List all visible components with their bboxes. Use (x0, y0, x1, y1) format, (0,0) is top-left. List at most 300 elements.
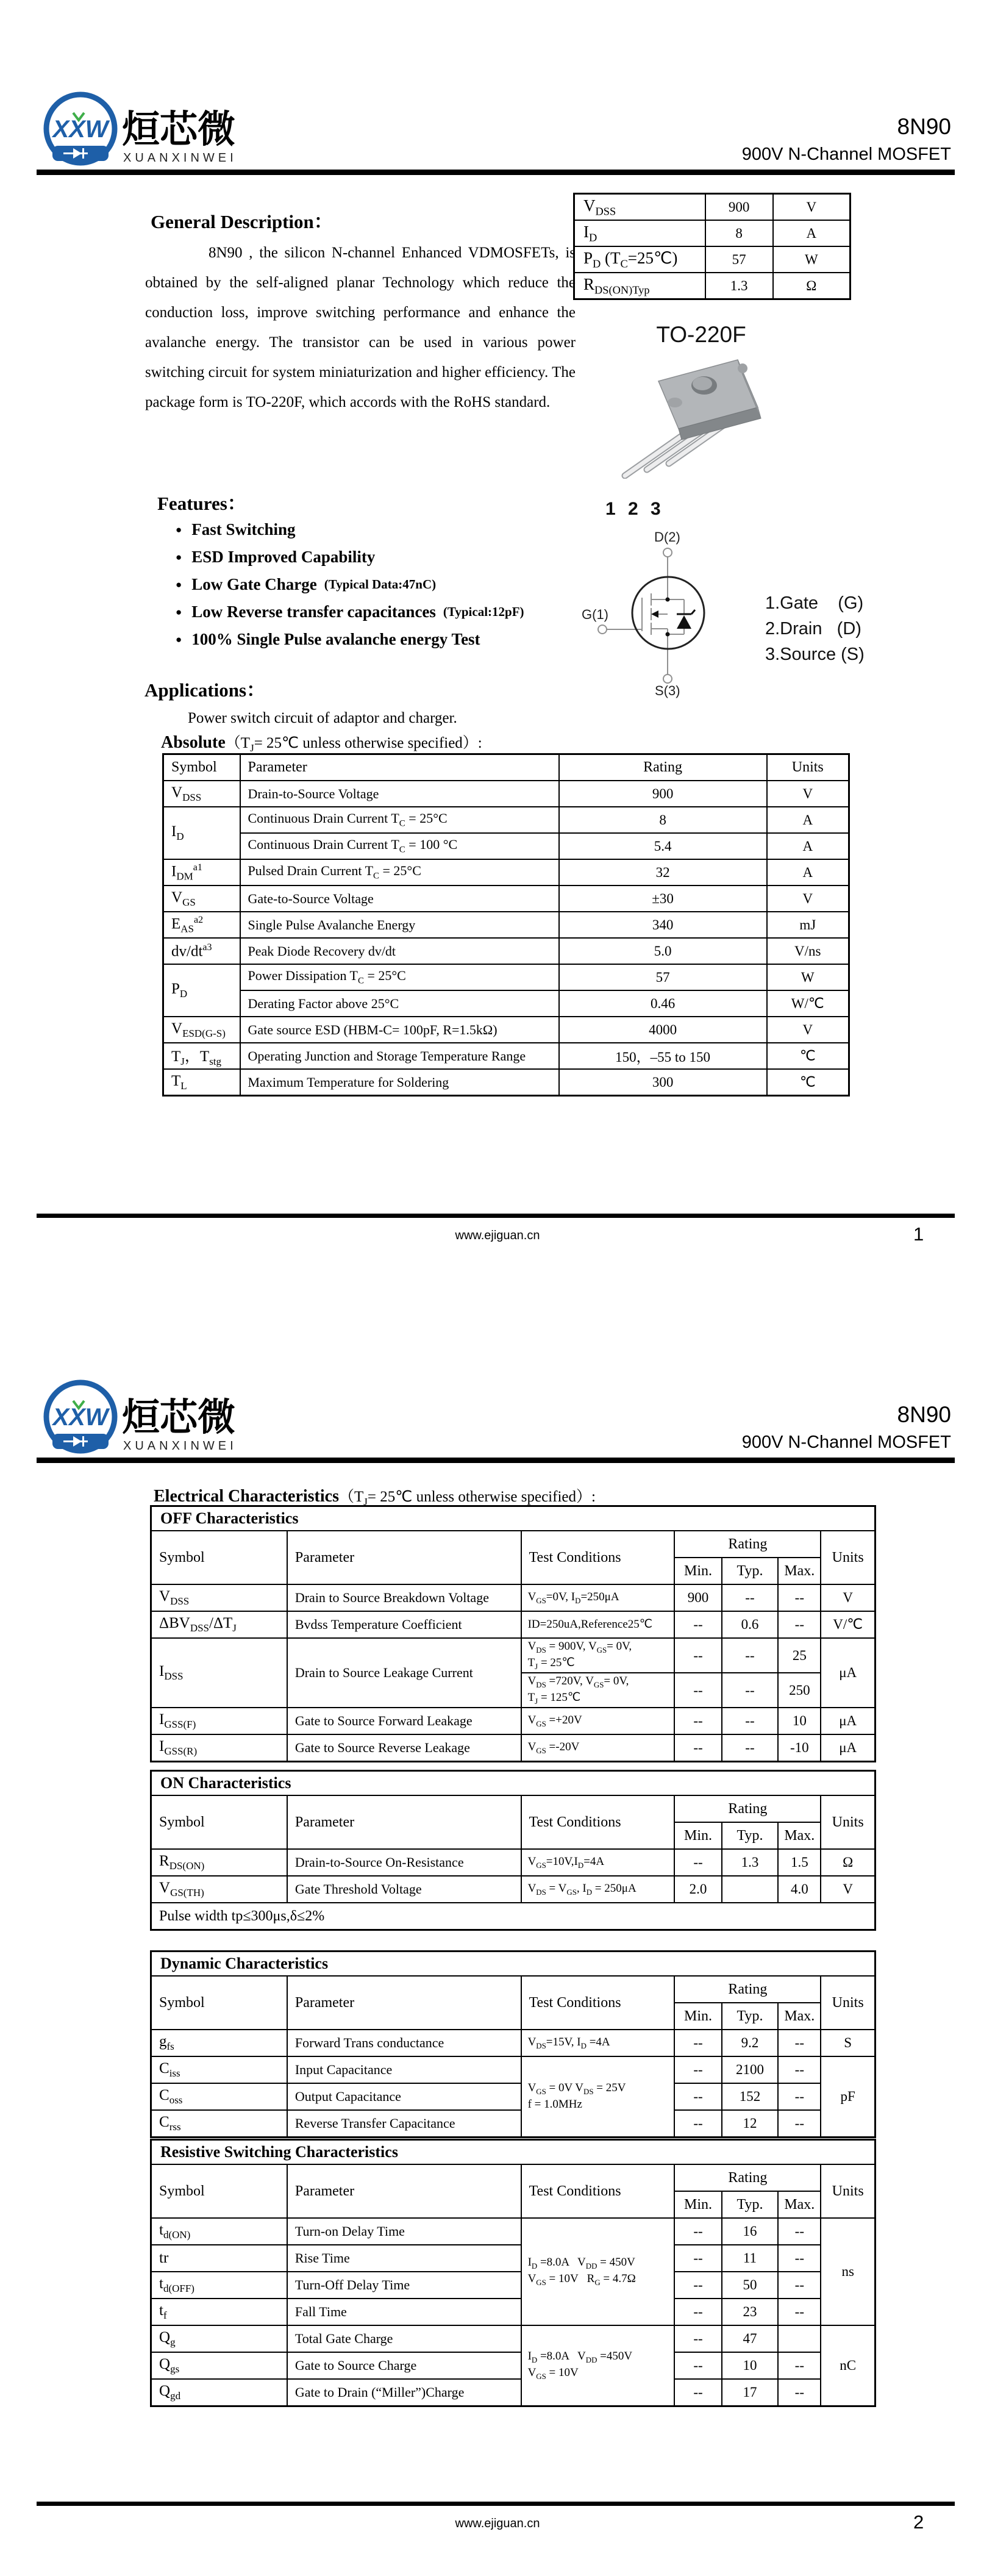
cell: -- (674, 1734, 721, 1762)
brand-name-cn: 烜芯微 (122, 109, 236, 151)
cell: Rating (674, 2164, 821, 2191)
cell: Dynamic Characteristics (151, 1952, 876, 1977)
cell: Min. (674, 1558, 721, 1584)
table-row (151, 1903, 876, 1930)
cell: Ω (773, 273, 851, 299)
cell: Continuous Drain Current $T_C = 100$ °C (240, 833, 559, 859)
table-row (163, 1069, 849, 1096)
cell: Symbol (151, 1795, 287, 1849)
table-row (151, 1734, 876, 1762)
table-row (151, 1708, 876, 1734)
cell: -- (778, 2110, 821, 2138)
cell: Drain-to-Source Voltage (240, 781, 559, 807)
source-pin-label: S(3) (655, 683, 680, 698)
cell: $C_{iss}$ (151, 2056, 287, 2083)
general-description-heading: General Description： (151, 211, 333, 232)
electrical-heading-rest: （$T_J=$ 25℃ unless otherwise specified）: (338, 1489, 596, 1508)
feature-item (176, 626, 524, 653)
cell: 4.0 (778, 1876, 821, 1903)
logo-monogram: XXW (52, 116, 109, 143)
cell: 17 (722, 2379, 779, 2406)
cell: -- (674, 1611, 721, 1638)
cell: 10 (778, 1708, 821, 1734)
feature-text: Low Reverse transfer capacitances (191, 603, 436, 621)
cell: -- (674, 2272, 721, 2299)
feature-item (176, 598, 524, 626)
dynamic-characteristics-table (150, 1950, 876, 2138)
cell: Rating (674, 1976, 821, 2003)
table-row (574, 220, 851, 246)
cell: Gate to Source Charge (287, 2352, 521, 2379)
pin-numbers: 1 2 3 (605, 499, 661, 519)
cell: W (767, 964, 849, 990)
cell: 8 (705, 220, 773, 246)
cell: $R_{DS(ON)Typ}$ (574, 273, 705, 299)
cell: -- (778, 2352, 821, 2379)
table-row (151, 1876, 876, 1903)
pin-legend (765, 590, 865, 667)
summary-table (573, 193, 851, 300)
feature-note: (Typical Data:47nC) (324, 577, 437, 592)
cell: Parameter (287, 1531, 521, 1584)
cell: ns (821, 2218, 875, 2325)
datasheet-page-2 (0, 1288, 995, 2576)
cell: -- (674, 2325, 721, 2352)
cell: Gate Threshold Voltage (287, 1876, 521, 1903)
cell: $T_L$ (163, 1069, 240, 1096)
cell: Rating (674, 1531, 821, 1558)
cell: 300 (559, 1069, 767, 1096)
cell: $I_D =8.0A$ $V_{DD} =450V$ $V_{GS} = 10V$ (521, 2325, 675, 2406)
feature-item (176, 543, 524, 571)
cell: 57 (705, 246, 773, 273)
table-row (574, 246, 851, 273)
cell: $\Delta BV_{DSS}/\Delta T_J$ (151, 1611, 287, 1638)
cell: Symbol (151, 1976, 287, 2030)
table-row (151, 2218, 876, 2245)
cell: ℃ (767, 1069, 849, 1096)
cell: $t_{d(OFF)}$ (151, 2272, 287, 2299)
table-row (151, 1849, 876, 1876)
cell: Test Conditions (521, 1531, 675, 1584)
package-body (658, 360, 761, 440)
cell: 11 (722, 2245, 779, 2272)
cell: Turn-Off Delay Time (287, 2272, 521, 2299)
cell: μA (821, 1638, 875, 1708)
cell: $P_D$ $(T_C=25℃)$ (574, 246, 705, 273)
feature-item (176, 571, 524, 598)
table-row (151, 2325, 876, 2352)
part-subtitle: 900V N-Channel MOSFET (741, 144, 951, 164)
cell: μA (821, 1708, 875, 1734)
cell: Max. (778, 2003, 821, 2030)
cell: ON Characteristics (151, 1771, 876, 1796)
cell: V (821, 1584, 875, 1611)
schematic-terminals (598, 548, 672, 683)
absolute-heading (161, 731, 482, 754)
general-description-body: 8N90 , the silicon N-channel Enhanced VDMOSFETs, is obtained by the self-aligned planar Technology which reduce the conduction loss, improve switching performance and enhance the avalanche energy. The transistor can be used in various power switching circuit for system miniaturization and higher efficiency. The package form is TO-220F, which accords with the RoHS standard. (145, 245, 576, 410)
legend-line: 2.Drain (D) (765, 619, 861, 639)
table-row (151, 2056, 876, 2083)
table-row (151, 2272, 876, 2299)
cell: ±30 (559, 886, 767, 912)
cell: Maximum Temperature for Soldering (240, 1069, 559, 1096)
table-row (151, 2083, 876, 2110)
cell: $dv/dt^{a3}$ (163, 938, 240, 964)
feature-text: 100% Single Pulse avalanche energy Test (191, 630, 480, 648)
cell: A (773, 220, 851, 246)
cell: Gate to Drain (“Miller”)Charge (287, 2379, 521, 2406)
cell: -- (674, 1673, 721, 1708)
cell: Units (767, 754, 849, 781)
table-row (151, 2030, 876, 2056)
cell: -- (778, 2218, 821, 2245)
cell: 9.2 (722, 2030, 779, 2056)
cell: Continuous Drain Current $T_C = 25^\circ C$ (240, 807, 559, 833)
cell: $I_{GSS(R)}$ (151, 1734, 287, 1762)
header-rule (37, 170, 955, 175)
mosfet-schematic (579, 521, 719, 698)
resistive-switching-table (150, 2139, 876, 2407)
cell: Units (821, 1531, 875, 1584)
table-row (574, 194, 851, 221)
feature-note: (Typical:12pF) (443, 604, 524, 619)
cell: Typ. (722, 1822, 779, 1849)
table-row (151, 1611, 876, 1638)
cell (722, 1876, 779, 1903)
cell: -- (674, 2056, 721, 2083)
cell: 32 (559, 859, 767, 886)
cell: $t_f$ (151, 2299, 287, 2325)
cell: 150，–55 to 150 (559, 1043, 767, 1069)
cell: $V_{GS}=0V$, $I_D=250\mu A$ (521, 1584, 675, 1611)
cell: -- (674, 2299, 721, 2325)
cell: Pulsed Drain Current $T_C = 25^\circ C$ (240, 859, 559, 886)
table-row (151, 1771, 876, 1796)
cell: Operating Junction and Storage Temperature Range (240, 1043, 559, 1069)
cell: Power Dissipation $T_C = 25^\circ C$ (240, 964, 559, 990)
diode-cathode-bar (677, 610, 695, 614)
cell: $V_{DSS}$ (151, 1584, 287, 1611)
bullet-icon: ● (176, 606, 182, 618)
cell: Max. (778, 2191, 821, 2218)
table-row (163, 754, 849, 781)
cell: $V_{DSS}$ (163, 781, 240, 807)
table-row (151, 2110, 876, 2138)
cell: -- (674, 1849, 721, 1876)
cell: -- (674, 2245, 721, 2272)
cell: -- (778, 2056, 821, 2083)
absolute-ratings-table (162, 753, 850, 1097)
bullet-icon: ● (176, 634, 182, 645)
cell: $T_J$，$T_{stg}$ (163, 1043, 240, 1069)
cell: $I_{GSS(F)}$ (151, 1708, 287, 1734)
brand-logo (43, 88, 250, 173)
cell: Input Capacitance (287, 2056, 521, 2083)
cell: Gate to Source Forward Leakage (287, 1708, 521, 1734)
table-row (151, 2164, 876, 2191)
header-rule (37, 1458, 955, 1463)
absolute-heading-rest: （$T_J=$ 25℃ unless otherwise specified）: (225, 735, 482, 754)
cell: Parameter (287, 1795, 521, 1849)
header-title-block (742, 115, 951, 165)
features-heading: Features： (157, 493, 246, 514)
applications-heading: Applications： (144, 679, 266, 701)
cell: S (821, 2030, 875, 2056)
cell: $E_{AS}^{a2}$ (163, 912, 240, 938)
cell: -- (778, 2245, 821, 2272)
cell: $g_{fs}$ (151, 2030, 287, 2056)
table-row (151, 1638, 876, 1673)
footer-rule (37, 1214, 955, 1218)
cell: nC (821, 2325, 875, 2406)
brand-name-en: XUANXINWEI (123, 1439, 237, 1453)
cell: Min. (674, 1822, 721, 1849)
electrical-heading-bold: Electrical Characteristics (154, 1487, 339, 1506)
feature-text: Low Gate Charge (191, 575, 317, 593)
table-row (151, 2299, 876, 2325)
cell: -- (778, 2299, 821, 2325)
cell: -- (778, 2379, 821, 2406)
bullet-icon: ● (176, 524, 182, 535)
cell: pF (821, 2056, 875, 2138)
cell: Min. (674, 2003, 721, 2030)
part-number: 8N90 (897, 114, 951, 139)
legend-line: 1.Gate (G) (765, 593, 864, 613)
cell: $V_{GS}=10V,I_D=4A$ (521, 1849, 675, 1876)
cell: 900 (559, 781, 767, 807)
cell: V/℃ (821, 1611, 875, 1638)
cell: V (767, 781, 849, 807)
diode-icon (52, 1434, 109, 1449)
cell: Units (821, 1976, 875, 2030)
cell: 1.3 (705, 273, 773, 299)
cell: $V_{GS}$ (163, 886, 240, 912)
cell: Bvdss Temperature Coefficient (287, 1611, 521, 1638)
schematic-symbol-marks (651, 598, 691, 637)
page-number: 1 (913, 1223, 924, 1245)
cell: ℃ (767, 1043, 849, 1069)
cell: 4000 (559, 1017, 767, 1043)
cell: $V_{GS} = 0V$ $V_{DS} = 25V$ f = 1.0MHz (521, 2056, 675, 2138)
cell: Typ. (722, 1558, 779, 1584)
cell: $C_{oss}$ (151, 2083, 287, 2110)
cell: $Q_{gs}$ (151, 2352, 287, 2379)
table-row (151, 1584, 876, 1611)
cell: $V_{GS} =-20V$ (521, 1734, 675, 1762)
cell: -- (722, 1638, 779, 1673)
cell: -- (722, 1734, 779, 1762)
package-name: TO-220F (656, 322, 746, 347)
footer-url: www.ejiguan.cn (455, 1229, 540, 1242)
cell: μA (821, 1734, 875, 1762)
cell: -10 (778, 1734, 821, 1762)
table-row (151, 1795, 876, 1822)
cell: Drain-to-Source On-Resistance (287, 1849, 521, 1876)
cell: 50 (722, 2272, 779, 2299)
cell: V (767, 886, 849, 912)
cell: Single Pulse Avalanche Energy (240, 912, 559, 938)
cell: Max. (778, 1558, 821, 1584)
cell: 250 (778, 1673, 821, 1708)
cell: $V_{DS}=15V$, $I_D =4A$ (521, 2030, 675, 2056)
bullet-icon: ● (176, 551, 182, 563)
cell: $t_{d(ON)}$ (151, 2218, 287, 2245)
cell: $Q_g$ (151, 2325, 287, 2352)
cell: -- (778, 1584, 821, 1611)
brand-name-cn: 烜芯微 (122, 1397, 236, 1439)
cell: 25 (778, 1638, 821, 1673)
cell: Max. (778, 1822, 821, 1849)
footer-url: www.ejiguan.cn (455, 2517, 540, 2530)
cell: 5.4 (559, 833, 767, 859)
feature-item (176, 516, 524, 543)
cell: $I_D$ (163, 807, 240, 859)
cell: -- (778, 2272, 821, 2299)
cell: A (767, 833, 849, 859)
cell: Symbol (151, 1531, 287, 1584)
schematic-wires (607, 557, 684, 674)
part-subtitle: 900V N-Channel MOSFET (741, 1432, 951, 1452)
header-title-block (742, 1403, 951, 1453)
features-list (176, 516, 524, 653)
cell: Parameter (287, 2164, 521, 2218)
brand-name-en: XUANXINWEI (123, 151, 237, 165)
cell: Reverse Transfer Capacitance (287, 2110, 521, 2138)
table-row (574, 273, 851, 299)
cell: $I_{DM}^{a1}$ (163, 859, 240, 886)
cell: 1.3 (722, 1849, 779, 1876)
cell: Drain to Source Leakage Current (287, 1638, 521, 1708)
table-row (151, 2140, 876, 2165)
table-row (163, 964, 849, 990)
cell: Units (821, 2164, 875, 2218)
cell: A (767, 859, 849, 886)
table-row (151, 2245, 876, 2272)
cell: 900 (674, 1584, 721, 1611)
table-row (151, 2379, 876, 2406)
cell: W (773, 246, 851, 273)
cell: Output Capacitance (287, 2083, 521, 2110)
cell: $V_{DS} = 900V$, $V_{GS}= 0V$, $T_J$ = 25℃ (521, 1638, 675, 1673)
cell: -- (778, 2083, 821, 2110)
cell: Test Conditions (521, 1976, 675, 2030)
cell: Parameter (240, 754, 559, 781)
diode-icon (52, 146, 109, 161)
table-row (163, 859, 849, 886)
cell: V/ns (767, 938, 849, 964)
cell: W/℃ (767, 990, 849, 1017)
cell: -- (778, 2030, 821, 2056)
cell: Typ. (722, 2003, 779, 2030)
cell: Ω (821, 1849, 875, 1876)
cell: $V_{GS} =+20V$ (521, 1708, 675, 1734)
legend-line: 3.Source (S) (765, 645, 865, 664)
cell: 57 (559, 964, 767, 990)
cell: Forward Trans conductance (287, 2030, 521, 2056)
gate-pin-label: G(1) (582, 607, 608, 622)
cell: 2100 (722, 2056, 779, 2083)
cell: V (821, 1876, 875, 1903)
table-row (163, 1043, 849, 1069)
cell: 340 (559, 912, 767, 938)
cell: 152 (722, 2083, 779, 2110)
table-row (163, 912, 849, 938)
cell: 0.46 (559, 990, 767, 1017)
part-number: 8N90 (897, 1402, 951, 1427)
cell: -- (674, 2083, 721, 2110)
cell: Drain to Source Breakdown Voltage (287, 1584, 521, 1611)
cell: Rating (674, 1795, 821, 1822)
cell: $I_{DSS}$ (151, 1638, 287, 1708)
cell: $V_{GS(TH)}$ (151, 1876, 287, 1903)
cell: $R_{DS(ON)}$ (151, 1849, 287, 1876)
cell: V (773, 194, 851, 221)
page-number: 2 (913, 2511, 924, 2533)
cell: Gate source ESD (HBM-C= 100pF, R=1.5kΩ) (240, 1017, 559, 1043)
cell: Units (821, 1795, 875, 1849)
applications-body: Power switch circuit of adaptor and charger. (188, 710, 457, 726)
table-row (163, 1017, 849, 1043)
logo-monogram: XXW (52, 1404, 109, 1431)
cell: -- (722, 1673, 779, 1708)
feature-text: ESD Improved Capability (191, 548, 376, 566)
cell: $P_D$ (163, 964, 240, 1017)
cell: -- (674, 1708, 721, 1734)
cell: $V_{ESD(G-S)}$ (163, 1017, 240, 1043)
package-image (601, 354, 783, 479)
table-row (163, 938, 849, 964)
cell: $V_{DSS}$ (574, 194, 705, 221)
cell: Symbol (151, 2164, 287, 2218)
table-row (151, 2352, 876, 2379)
table-row (163, 990, 849, 1017)
cell: 10 (722, 2352, 779, 2379)
cell: 1.5 (778, 1849, 821, 1876)
table-row (163, 807, 849, 833)
cell: Test Conditions (521, 2164, 675, 2218)
cell: 5.0 (559, 938, 767, 964)
cell: Typ. (722, 2191, 779, 2218)
cell: Pulse width tp≤300μs,δ≤2% (151, 1903, 876, 1930)
cell: 900 (705, 194, 773, 221)
cell: -- (674, 2030, 721, 2056)
cell: Resistive Switching Characteristics (151, 2140, 876, 2165)
cell: Fall Time (287, 2299, 521, 2325)
cell: -- (674, 2379, 721, 2406)
cell: mJ (767, 912, 849, 938)
cell: $I_D =8.0A$ $V_{DD} = 450V$ $V_{GS} = 10V$ $R_G = 4.7\Omega$ (521, 2218, 675, 2325)
cell: tr (151, 2245, 287, 2272)
cell: 47 (722, 2325, 779, 2352)
cell: $I_D$ (574, 220, 705, 246)
cell: $V_{DS} = V_{GS}$, $I_D = 250\mu A$ (521, 1876, 675, 1903)
table-row (163, 886, 849, 912)
cell: -- (722, 1708, 779, 1734)
table-row (151, 1976, 876, 2003)
table-row (151, 1506, 876, 1531)
bullet-icon: ● (176, 579, 182, 590)
on-characteristics-table (150, 1770, 876, 1931)
cell: 2.0 (674, 1876, 721, 1903)
cell: 8 (559, 807, 767, 833)
cell: -- (778, 1611, 821, 1638)
cell: -- (722, 1584, 779, 1611)
cell: Rating (559, 754, 767, 781)
cell: OFF Characteristics (151, 1506, 876, 1531)
cell: Total Gate Charge (287, 2325, 521, 2352)
brand-logo (43, 1376, 250, 1461)
